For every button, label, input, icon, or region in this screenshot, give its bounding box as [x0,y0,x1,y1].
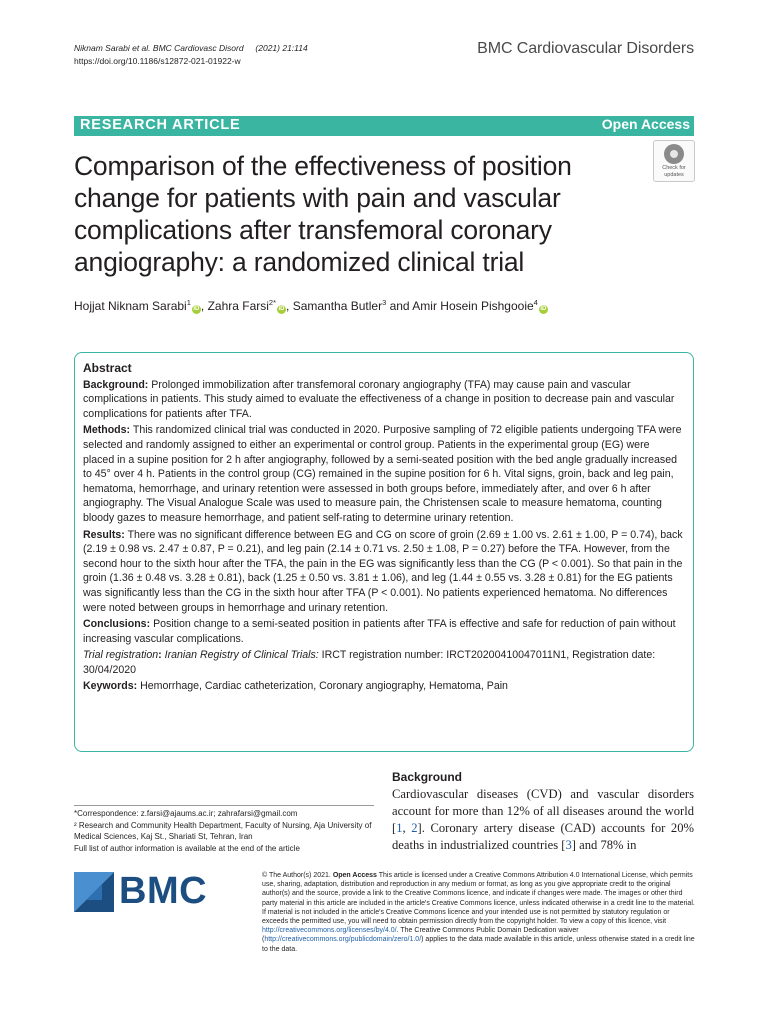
author-info-note: Full list of author information is available at the end of the article [74,843,300,853]
author-affiliation-sup: 1 [186,298,191,307]
bmc-logo-mark-icon [74,872,114,912]
check-updates-icon [664,144,684,164]
footnote-divider [74,805,374,806]
open-access-label: Open Access [601,116,690,132]
doi-link[interactable]: https://doi.org/10.1186/s12872-021-01922-w [74,56,241,66]
bmc-logo [74,872,214,912]
license-body-2: . The Creative Commons Public Domain Dedication waiver ( [262,927,579,944]
citation-authors: Niknam Sarabi et al. BMC Cardiovasc Disord [74,43,244,53]
license-prefix: © The Author(s) 2021. [262,872,331,879]
abstract-methods-label: Methods: [83,424,131,437]
author-separator: , [200,299,208,313]
abstract-conclusions-text: Position change to a semi-seated position in patients after TFA is effective and safe for reduction of pain without increasing vascular complications. [83,618,676,645]
check-updates-line1: Check for [662,165,686,171]
reference-link[interactable]: 3 [565,838,572,852]
orcid-icon[interactable]: iD [193,306,200,312]
keywords-label: Keywords: [83,680,138,693]
background-text-3: ] and 78% in [571,838,637,852]
abstract-methods-text: This randomized clinical trial was conducted in 2020. Purposive sampling of 72 eligible patients undergoing TFA were selected and randomly assigned to either an experimental or control group. Patients in the experimental group (EG) were placed in a supine position for 2 h after angiography, followed by a semi-seated position with the bed angle gradually increased to 45° over 4 h. Patients in the control group (CG) remained in the supine position for 6 h. Vital signs, groin, back and leg pain, hematoma, hemorrhage, and urinary retention were assessed in both groups before, immediately after, and over 6 h after angiography. The Visual Analogue Scale was used to measure pain, the Christensen scale to measure hematoma, counting bloody gazes to measure hemorrhage, and patient self-rating to determine urinary retention. [83,424,682,524]
abstract-keywords [83,679,683,694]
citation-line [74,42,308,55]
keywords-text: Hemorrhage, Cardiac catheterization, Coronary angiography, Hematoma, Pain [140,680,508,693]
abstract-conclusions-label: Conclusions: [83,618,151,631]
trial-registration-text: IRCT registration number: IRCT20200410047011N1, Registration date: 30/04/2020 [83,649,656,676]
abstract-results [83,528,683,616]
abstract-methods [83,423,683,525]
article-type-label: RESEARCH ARTICLE [80,117,241,133]
abstract-background [83,378,683,422]
license-link-cc-by[interactable]: http://creativecommons.org/licenses/by/4.0/ [262,927,397,935]
abstract-background-text: Prolonged immobilization after transfemoral coronary angiography (TFA) may cause pain and vascular complications in patients. This study aimed to evaluate the effectiveness of a change in position to decrease pain and vascular complications for patients after TFA. [83,378,675,420]
article-type-banner [74,116,694,136]
citation-block [74,42,308,68]
abstract-conclusions [83,617,683,646]
author-separator: , [286,299,293,313]
correspondence-emails[interactable]: *Correspondence: z.farsi@ajaums.ac.ir; zahrafarsi@gmail.com [74,809,298,818]
abstract-background-label: Background: [83,378,149,391]
article-title: Comparison of the effectiveness of position change for patients with pain and vascular complications after transfemoral coronary angiography: a randomized clinical trial [74,151,572,277]
orcid-icon[interactable]: iD [540,306,547,312]
abstract-heading: Abstract [83,361,132,375]
journal-name: BMC Cardiovascular Disorders [477,40,694,57]
author-affiliation-sup: 4 [533,298,538,307]
author-name[interactable]: Samantha Butler [292,299,383,313]
author-affiliation-sup: 3 [382,298,387,307]
abstract-results-text: There was no significant difference between EG and CG on score of groin (2.69 ± 1.00 vs. 2.61 ± 1.00, P = 0.74), back (2.19 ± 0.98 vs. 2.47 ± 0.87, P = 0.21), and leg pain (2.14 ± 0.71 vs. 2.50 ± 1.08, P = 0.27) before the TFA. However, from the second hour to the sixth hour after the TFA, the pain in the EG was significantly less than the CG (P < 0.001). So that pain in the groin (1.36 ± 0.48 vs. 3.28 ± 0.81), back (1.25 ± 0.50 vs. 3.81 ± 1.06), and leg (1.44 ± 0.55 vs. 3.28 ± 0.81) for the EG patients was significantly less than the CG in the sixth hour after TFA (P < 0.001). No patients experienced hematoma. No differences were noted between groups in hemorrhage and urinary retention. [83,528,683,614]
orcid-icon[interactable]: iD [278,306,285,312]
author-affiliation-sup: 2* [268,298,277,307]
license-open-access: Open Access [332,872,377,879]
license-body-1: This article is licensed under a Creative Commons Attribution 4.0 International License, which permits use, sharing, adaptation, distribution and reproduction in any medium or format, as long as you give appropriate credit to the original author(s) and the source, provide a link to the Creative Commons licence, and indicate if changes were made. The images or other third party material in this article are included in the article's Creative Commons licence, unless indicated otherwise in a credit line to the material. If material is not included in the article's Creative Commons licence and your intended use is not permitted by statutory regulation or exceeds the permitted use, you will need to obtain permission directly from the copyright holder. To view a copy of this licence, visit [262,872,695,926]
author-name[interactable]: Amir Hosein Pishgooie [412,299,534,313]
author-separator: and [386,299,413,313]
background-text-2: ]. Coronary artery disease (CAD) accounts for 20% deaths in industrialized countries [ [392,821,695,852]
affiliation-note: ² Research and Community Health Department, Faculty of Nursing, Aja University of Medical Sciences, Kaj St., Shariati St, Tehran, Iran [74,820,372,841]
abstract-trial-registration [83,648,683,677]
bmc-wordmark: BMC [119,870,208,912]
author-name[interactable]: Zahra Farsi [207,299,269,313]
trial-registration-colon: : [158,649,162,662]
reference-link[interactable]: 2 [411,821,418,835]
reference-link[interactable]: 1 [396,821,403,835]
license-body-3: ) applies to the data made available in this article, unless otherwise stated in a credit line to the data. [262,936,695,953]
license-link-cc0[interactable]: http://creativecommons.org/publicdomain/zero/1.0/ [264,936,422,944]
citation-year: (2021) 21:114 [255,43,308,53]
license-statement [262,871,696,954]
author-name[interactable]: Hojjat Niknam Sarabi [74,299,187,313]
background-heading: Background [392,770,463,784]
abstract-results-label: Results: [83,528,125,541]
check-updates-line2: updates [664,172,684,178]
abstract-box [74,352,694,752]
background-text-1: Cardiovascular diseases (CVD) and vascular disorders account for more than 12% of all diseases around the world [ [392,787,694,835]
trial-registry-name: Iranian Registry of Clinical Trials: [164,649,319,662]
background-paragraph [392,786,694,854]
author-list [74,298,548,314]
correspondence-footnote [74,805,374,854]
trial-registration-label: Trial registration [83,649,159,662]
check-for-updates-badge[interactable] [653,140,695,182]
reference-separator: , [402,821,412,835]
